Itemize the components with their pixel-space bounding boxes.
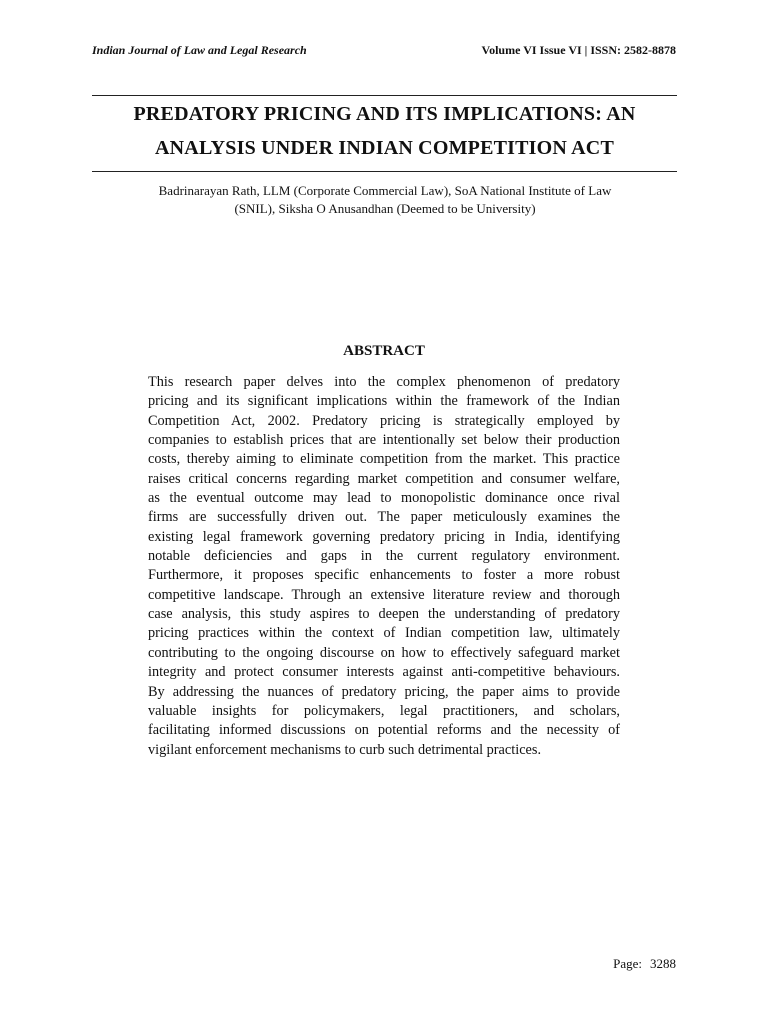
abstract-line: By addressing the nuances of predatory pricing, the paper aims to provide	[148, 683, 620, 700]
abstract-line: companies to establish prices that are intentionally set below their production	[148, 432, 620, 449]
abstract-line: valuable insights for policymakers, legal practitioners, and scholars,	[148, 702, 620, 719]
abstract-line: as the eventual outcome may lead to monopolistic dominance once rival	[148, 490, 620, 507]
abstract-line: Furthermore, it proposes specific enhancements to foster a more robust	[148, 567, 620, 584]
abstract-line: contributing to the ongoing discourse on how to effectively safeguard market	[148, 644, 620, 661]
abstract-line: existing legal framework governing predatory pricing in India, identifying	[148, 528, 620, 545]
abstract-line: raises critical concerns regarding market competition and consumer welfare,	[148, 470, 620, 487]
volume-issn: Volume VI Issue VI | ISSN: 2582-8878	[481, 43, 676, 57]
paper-title-line-1: PREDATORY PRICING AND ITS IMPLICATIONS: AN	[133, 103, 636, 125]
abstract-line: costs, thereby aiming to eliminate competition from the market. This practice	[148, 451, 620, 468]
author-affiliation-line-1: Badrinarayan Rath, LLM (Corporate Commercial Law), SoA National Institute of Law	[158, 183, 612, 198]
page-number-value: 3288	[650, 956, 676, 971]
title-bottom-rule	[92, 171, 677, 172]
paper-title-line-2: ANALYSIS UNDER INDIAN COMPETITION ACT	[155, 137, 614, 159]
abstract-line: competitive landscape. Through an extensive literature review and thorough	[148, 586, 620, 603]
abstract-line: notable deficiencies and gaps in the current regulatory environment.	[148, 548, 620, 565]
author-affiliation-line-2: (SNIL), Siksha O Anusandhan (Deemed to be University)	[234, 201, 536, 216]
abstract-line: facilitating informed discussions on potential reforms and the necessity of	[148, 722, 620, 739]
abstract-line: This research paper delves into the complex phenomenon of predatory	[148, 374, 620, 390]
abstract-line: pricing practices within the context of Indian competition law, ultimately	[148, 625, 620, 642]
abstract-heading: ABSTRACT	[343, 343, 425, 359]
page-number	[613, 956, 676, 972]
title-top-rule	[92, 95, 677, 96]
abstract-line: integrity and protect consumer interests against anti-competitive behaviours.	[148, 664, 620, 681]
abstract-line: pricing and its significant implications within the framework of the Indian	[148, 393, 620, 410]
journal-name: Indian Journal of Law and Legal Research	[92, 43, 307, 57]
abstract-line: firms are successfully driven out. The paper meticulously examines the	[148, 509, 620, 526]
abstract-line: case analysis, this study aspires to deepen the understanding of predatory	[148, 606, 620, 623]
abstract-body	[148, 373, 620, 760]
abstract-line: vigilant enforcement mechanisms to curb such detrimental practices.	[148, 741, 542, 758]
abstract-line: Competition Act, 2002. Predatory pricing is strategically employed by	[148, 412, 620, 429]
page-label: Page:	[613, 956, 642, 971]
